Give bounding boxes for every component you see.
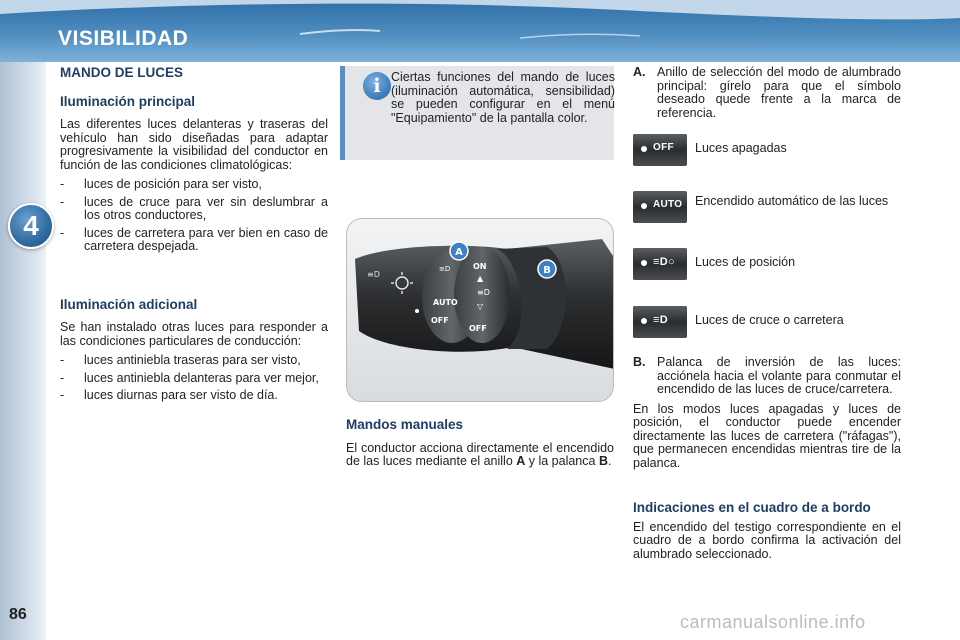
position-lights-icon: ≡D○ — [633, 248, 687, 280]
indicators-block — [633, 501, 901, 561]
callout-b: B — [543, 265, 551, 276]
svg-text:▽: ▽ — [477, 302, 484, 311]
mode-auto — [633, 191, 901, 223]
manual-controls-text: El conductor acciona directamente el encendido de las luces mediante el anillo A y la palanca B. — [346, 440, 614, 468]
chapter-tab[interactable]: 4 — [8, 203, 54, 249]
ring-off2-label: OFF — [469, 324, 487, 333]
letter-a: A. — [633, 65, 646, 79]
off-mode-thumb: OFF — [633, 134, 687, 166]
watermark: carmanualsonline.info — [680, 612, 866, 632]
info-text: Ciertas funciones del mando de luces (iluminación automática, sensibilidad) se pueden configurar en el menú "Equipamiento" de la pantalla color. — [391, 70, 615, 125]
list-item: - luces de cruce para ver sin deslumbrar a los otros conductores, — [60, 196, 328, 223]
manual-controls-block — [346, 418, 614, 469]
additional-lighting-text: Se han instalado otras luces para responder a las condiciones particulares de conducción: — [60, 320, 328, 348]
dipped-beam-icon: ≡D — [633, 306, 687, 338]
auto-mode-thumb: AUTO — [633, 191, 687, 223]
main-lighting-list — [60, 178, 328, 254]
page-number: 86 — [9, 606, 27, 623]
mode-label: Luces de cruce o carretera — [695, 313, 844, 327]
indicators-text: El encendido del testigo correspondiente en el cuadro de a bordo confirma la activación del alumbrado seleccionado. — [633, 519, 901, 561]
light-stalk-illustration — [347, 219, 614, 402]
main-lighting-title: Iluminación principal — [60, 93, 196, 109]
light-stalk-figure — [346, 218, 614, 402]
ring-off-label: OFF — [431, 316, 449, 325]
svg-text:≡D: ≡D — [367, 270, 380, 279]
manual-controls-title: Mandos manuales — [346, 417, 464, 432]
lever-b-block — [633, 356, 901, 470]
mode-label: Encendido automático de las luces — [695, 194, 889, 208]
mode-label: Luces apagadas — [695, 141, 787, 155]
info-icon: i — [363, 72, 391, 100]
list-item: - luces antiniebla delanteras para ver mejor, — [60, 372, 328, 386]
indicators-title: Indicaciones en el cuadro de a bordo — [633, 500, 871, 515]
column-lighting-intro — [60, 66, 328, 407]
additional-lighting-title: Iluminación adicional — [60, 296, 198, 312]
left-strip — [0, 62, 46, 640]
page-title: VISIBILIDAD — [58, 27, 189, 50]
lever-b-paragraph: En los modos luces apagadas y luces de posición, el conductor puede encender directamente las luces de carretera ("ráfagas"), que permanecen encendidas mientras tire de la palanca. — [633, 401, 901, 470]
list-item: - luces diurnas para ser visto de día. — [60, 389, 328, 403]
svg-text:≡D: ≡D — [439, 265, 451, 273]
info-box — [340, 66, 614, 160]
mode-dipped — [633, 306, 901, 338]
ring-on-label: ON — [473, 262, 487, 271]
list-item: - luces de carretera para ver bien en caso de carretera despejada. — [60, 227, 328, 254]
svg-text:≡D: ≡D — [477, 288, 490, 297]
ring-a-text: Anillo de selección del modo de alumbrado principal: gírelo para que el símbolo deseado quede frente a la marca de referencia. — [657, 65, 901, 120]
lever-b-text: Palanca de inversión de las luces: acciónela hacia el volante para conmutar el encendido de las luces de cruce/carretera. — [657, 355, 901, 396]
ring-description — [633, 66, 901, 120]
list-item: - luces de posición para ser visto, — [60, 178, 328, 192]
letter-b: B. — [633, 355, 646, 369]
mode-label: Luces de posición — [695, 255, 796, 269]
callout-a: A — [455, 247, 463, 258]
additional-lighting-list — [60, 354, 328, 403]
svg-text:▲: ▲ — [477, 274, 484, 283]
ref-a: A — [516, 454, 526, 468]
ring-auto-label: AUTO — [433, 298, 458, 307]
mode-position — [633, 248, 901, 280]
mode-off — [633, 134, 901, 166]
main-lighting-text: Las diferentes luces delanteras y traseras del vehículo han sido diseñadas para adaptar progresivamente la visibilidad del conductor en función de las condiciones climatológicas: — [60, 117, 328, 172]
list-item: - luces antiniebla traseras para ser visto, — [60, 354, 328, 368]
ref-b: B — [598, 454, 608, 468]
section-title: MANDO DE LUCES — [60, 65, 184, 80]
